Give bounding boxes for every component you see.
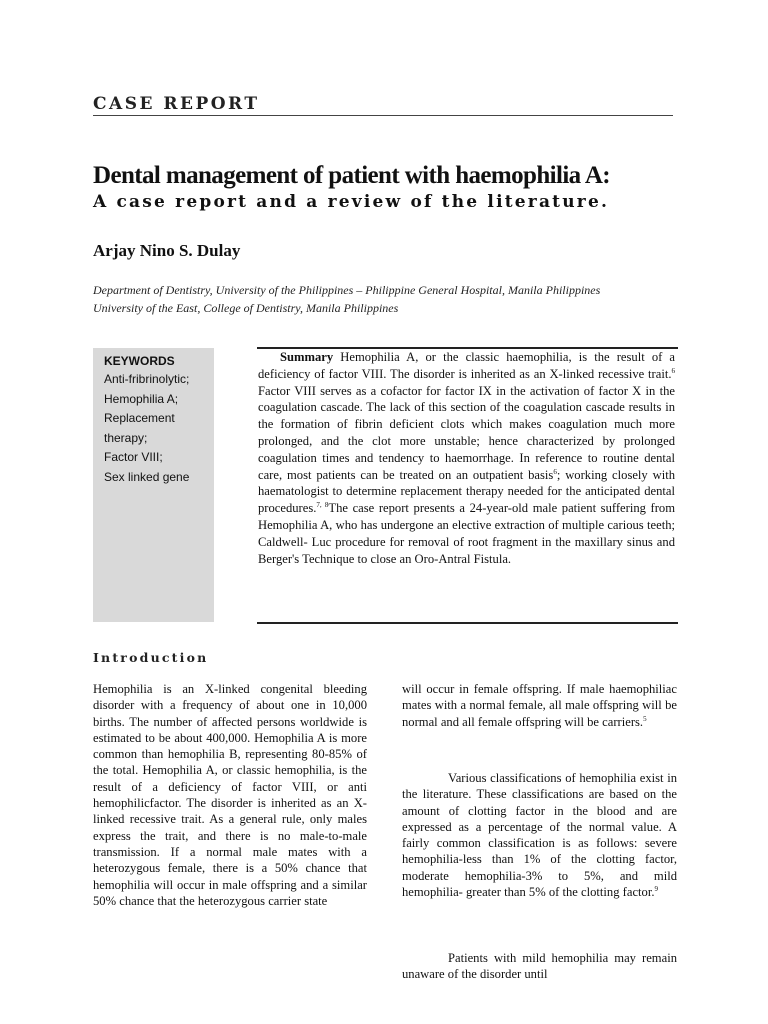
introduction-heading: Introduction [93,650,209,665]
keywords-list [104,370,212,488]
keywords-heading: KEYWORDS [104,354,175,368]
affiliation-1: Department of Dentistry, University of the Philippines – Philippine General Hospital, Manila Philippines [93,283,601,297]
keyword-item: Factor VIII; [104,450,163,465]
article-subtitle: A case report and a review of the literature. [93,192,610,212]
affiliation-2: University of the East, College of Dentistry, Manila Philippines [93,301,399,315]
keyword-item: therapy; [104,430,148,445]
keyword-item: Replacement [104,411,175,426]
abstract-text: Summary Hemophilia A, or the classic haemophilia, is the result of a deficiency of factor VIII. The disorder is inherited as an X-linked recessive trait.$^6$ Factor VIII serves as a cofactor for factor IX in the activation of factor X in the coagulation cascade. The lack of this section of the coagulation cascade results in the formation of fibrin deficient clots which makes coagulation much more prolonged, and the clot more unstable; hence characterized by prolonged coagulation times and tendency to haemorrhage. In reference to routine dental care, most patients can be treated on an outpatient basis$^6$; working closely with haematologist to determine replacement therapy needed for the anticipated dental procedures.$^{7, 8}$The case report presents a 24-year-old male patient suffering from Hemophilia A, who has undergone an elective extraction of multiple carious teeth; Caldwell- Luc procedure for removal of root fragment in the maxillary sinus and Berger's Technique to close an Oro-Antral Fistula. [258,350,676,566]
author-name: Arjay Nino S. Dulay [93,241,241,260]
intro-right-paragraph-2: Various classifications of hemophilia exist in the literature. These classifications are based on the amount of clotting factor in the blood and are expressed as a percentage of the normal value. A fairly common classification is as follows: severe hemophilia-less than 1% of the clotting factor, moderate hemophilia-3% to 5%, and mild hemophilia- greater than 5% of the clotting factor.$^9$ [402,771,677,900]
section-label: CASE REPORT [93,94,260,114]
abstract-rule-bottom [257,622,678,624]
article-title: Dental management of patient with haemophilia A: [93,162,611,189]
intro-left-paragraph: Hemophilia is an X-linked congenital bleeding disorder with a frequency of about one in 10,000 births. The number of affected persons worldwide is estimated to be about 400,000. Hemophilia A is more common than hemophilia B, representing 80-85% of the total. Hemophilia A, or classic hemophilia, is the result of a deficiency of factor VIII, or anti hemophilicfactor. The disorder is inherited as an X-linked recessive trait. As a general rule, only males express the trait, and there is no male-to-male transmission. If a normal male mates with a heterozygous female, there is a 50% chance that hemophilia will occur in male offspring and a similar 50% chance that the heterozygous carrier state [93,682,367,908]
keyword-item: Anti-fribrinolytic; [104,372,190,386]
intro-right-paragraph-1: will occur in female offspring. If male haemophiliac mates with a normal female, all male offspring will be normal and all female offspring will be carriers.$^5$ [402,682,677,729]
section-rule [93,115,673,116]
intro-right-paragraph-3: Patients with mild hemophilia may remain unaware of the disorder until [402,951,677,982]
abstract-lead: Summary [280,350,334,364]
keyword-item: Sex linked gene [104,469,190,484]
keyword-item: Hemophilia A; [104,391,179,406]
